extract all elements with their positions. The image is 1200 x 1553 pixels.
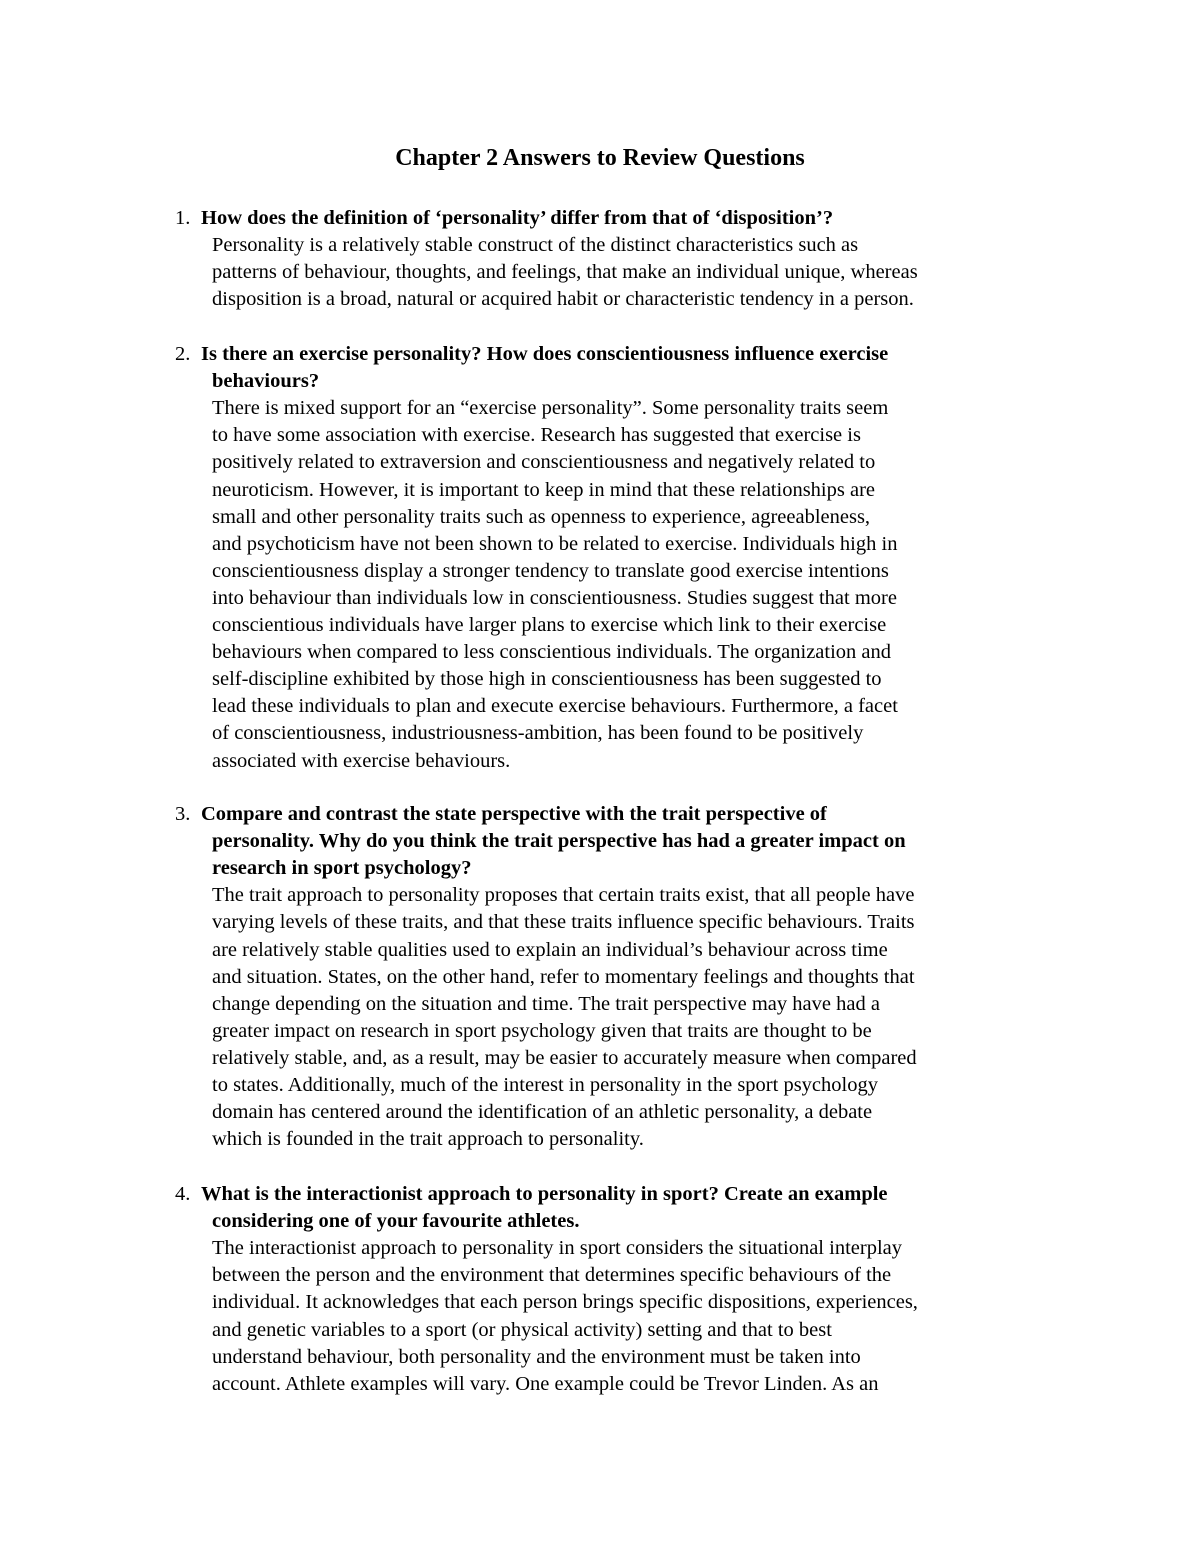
question-text-continued: considering one of your favourite athletes.: [212, 1210, 580, 1233]
answer-line: The trait approach to personality proposes that certain traits exist, that all people have: [212, 884, 915, 907]
question-text-continued: research in sport psychology?: [212, 857, 472, 880]
answer-line: of conscientiousness, industriousness-ambition, has been found to be positively: [212, 722, 864, 745]
answer-line: to states. Additionally, much of the interest in personality in the sport psychology: [212, 1074, 878, 1096]
question-text-continued: behaviours?: [212, 370, 320, 393]
question-text: How does the definition of ‘personality’ differ from that of ‘disposition’?: [201, 207, 834, 229]
answer-line: to have some association with exercise. Research has suggested that exercise is: [212, 424, 861, 447]
question-text: What is the interactionist approach to personality in sport? Create an example: [201, 1183, 888, 1205]
answer-line: which is founded in the trait approach to personality.: [212, 1128, 644, 1151]
answer-line: behaviours when compared to less conscientious individuals. The organization and: [212, 641, 892, 664]
answer-line: conscientious individuals have larger plans to exercise which link to their exercise: [212, 614, 887, 636]
answer-line: associated with exercise behaviours.: [212, 749, 511, 772]
answer-line: and situation. States, on the other hand, refer to momentary feelings and thoughts that: [212, 965, 915, 988]
answer-line: relatively stable, and, as a result, may be easier to accurately measure when compared: [212, 1046, 917, 1069]
answer-line: Personality is a relatively stable construct of the distinct characteristics such as: [212, 234, 859, 257]
document-title: Chapter 2 Answers to Review Questions: [395, 145, 805, 171]
question-number: 1.: [175, 207, 191, 229]
answer-line: change depending on the situation and time. The trait perspective may have had a: [212, 992, 880, 1015]
question-text-continued: personality. Why do you think the trait perspective has had a greater impact on: [212, 830, 906, 853]
answer-line: small and other personality traits such as openness to experience, agreeableness,: [212, 505, 871, 528]
answer-line: lead these individuals to plan and execute exercise behaviours. Furthermore, a facet: [212, 695, 898, 718]
answer-line: varying levels of these traits, and that these traits influence specific behaviours. Traits: [212, 911, 915, 934]
answer-line: domain has centered around the identification of an athletic personality, a debate: [212, 1101, 873, 1124]
question-text: Is there an exercise personality? How does conscientiousness influence exercise: [201, 343, 889, 365]
answer-line: into behaviour than individuals low in conscientiousness. Studies suggest that more: [212, 586, 897, 609]
answer-line: are relatively stable qualities used to explain an individual’s behaviour across time: [212, 938, 888, 961]
answer-line: The interactionist approach to personality in sport considers the situational interplay: [212, 1237, 902, 1260]
answer-line: positively related to extraversion and conscientiousness and negatively related to: [212, 451, 876, 474]
answer-line: and psychoticism have not been shown to be related to exercise. Individuals high in: [212, 532, 898, 555]
answer-line: conscientiousness display a stronger tendency to translate good exercise intentions: [212, 559, 889, 582]
question-number: 3.: [175, 803, 191, 825]
question-text: Compare and contrast the state perspective with the trait perspective of: [201, 803, 827, 825]
answer-line: understand behaviour, both personality and the environment must be taken into: [212, 1345, 861, 1368]
answer-line: disposition is a broad, natural or acquired habit or characteristic tendency in a person.: [212, 288, 914, 311]
answer-line: account. Athlete examples will vary. One example could be Trevor Linden. As an: [212, 1372, 879, 1395]
question-number: 2.: [175, 343, 191, 365]
answer-line: neuroticism. However, it is important to keep in mind that these relationships are: [212, 478, 875, 501]
answer-line: and genetic variables to a sport (or physical activity) setting and that to best: [212, 1318, 832, 1341]
answer-line: between the person and the environment that determines specific behaviours of the: [212, 1264, 892, 1287]
answer-line: There is mixed support for an “exercise personality”. Some personality traits seem: [212, 397, 889, 420]
question-number: 4.: [175, 1183, 191, 1205]
answer-line: patterns of behaviour, thoughts, and feelings, that make an individual unique, whereas: [212, 261, 918, 284]
answer-line: self-discipline exhibited by those high in conscientiousness has been suggested to: [212, 668, 882, 691]
answer-line: greater impact on research in sport psychology given that traits are thought to be: [212, 1019, 872, 1042]
answer-line: individual. It acknowledges that each person brings specific dispositions, experiences,: [212, 1291, 918, 1314]
